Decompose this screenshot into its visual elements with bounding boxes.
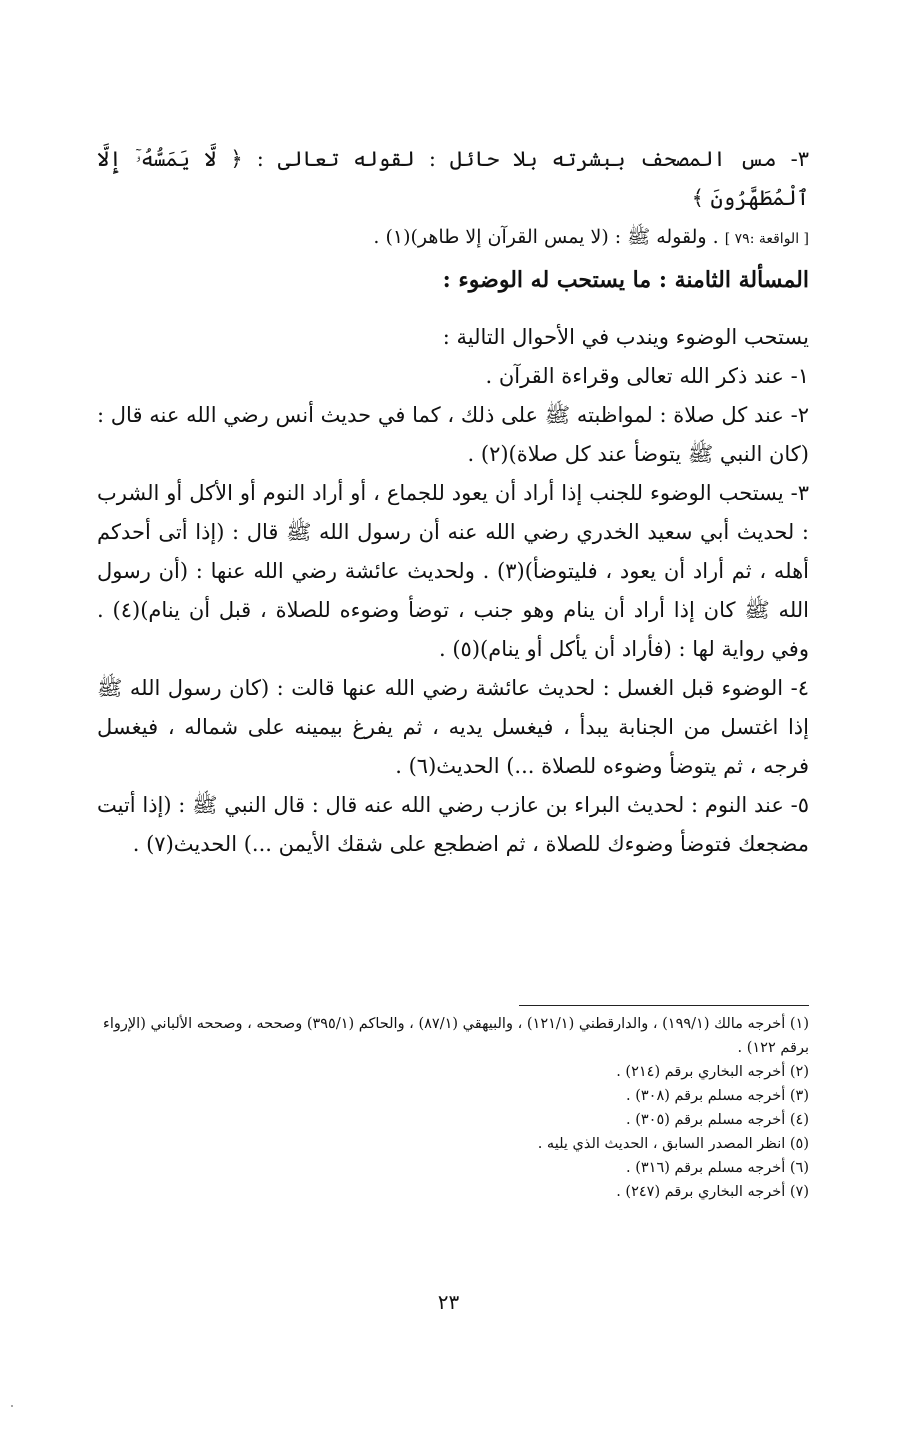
footnote-4: (٤) أخرجه مسلم برقم (٣٠٥) .: [626, 1112, 809, 1128]
list-item-4: ٤- الوضوء قبل الغسل : لحديث عائشة رضي الله عنها قالت : (كان رسول الله ﷺ إذا اغتسل من الجنابة يبدأ ، فيغسل يديه ، ثم يفرغ بيمينه على شماله ، فيغسل فرجه ، ثم يتوضأ وضوءه للصلاة ...) الحديث(٦) .: [97, 676, 809, 778]
main-content: [97, 318, 809, 864]
paragraph-touching-mushaf: [97, 140, 809, 259]
footnote-6: (٦) أخرجه مسلم برقم (٣١٦) .: [626, 1160, 809, 1176]
section-heading-block: [97, 260, 809, 300]
scan-speck: [11, 1405, 13, 1407]
list-item-5: ٥- عند النوم : لحديث البراء بن عازب رضي الله عنه قال : قال النبي ﷺ : (إذا أتيت مضجعك فتوضأ وضوءك للصلاة ، ثم اضطجع على شقك الأيمن ...) الحديث(٧) .: [97, 793, 809, 856]
footnote-divider: [519, 1005, 809, 1006]
footnote-2: (٢) أخرجه البخاري برقم (٢١٤) .: [616, 1064, 809, 1080]
page-number: ٢٣: [437, 1290, 460, 1314]
list-item-1: ١- عند ذكر الله تعالى وقراءة القرآن .: [485, 364, 809, 388]
footnote-1: (١) أخرجه مالك (١٩٩/١) ، والدارقطني (١٢١/١) ، والبيهقي (٨٧/١) ، والحاكم (٣٩٥/١) وصححه ، وصححه الألباني (الإرواء برقم ١٢٢) .: [103, 1016, 809, 1056]
list-item-2: ٢- عند كل صلاة : لمواظبته ﷺ على ذلك ، كما في حديث أنس رضي الله عنه قال : (كان النبي ﷺ يتوضأ عند كل صلاة)(٢) .: [97, 403, 809, 466]
footnote-3: (٣) أخرجه مسلم برقم (٣٠٨) .: [626, 1088, 809, 1104]
list-item-3: ٣- يستحب الوضوء للجنب إذا أراد أن يعود للجماع ، أو أراد النوم أو الأكل أو الشرب : لحديث أبي سعيد الخدري رضي الله عنه أن رسول الله ﷺ قال : (إذا أتى أحدكم أهله ، ثم أراد أن يعود ، فليتوضأ)(٣) . ولحديث عائشة رضي الله عنها : (أن رسول الله ﷺ كان إذا أراد أن ينام وهو جنب ، توضأ وضوءه للصلاة ، قبل أن ينام)(٤) . وفي رواية لها : (فأراد أن يأكل أو ينام)(٥) .: [97, 481, 810, 661]
paragraph-text: . ولقوله ﷺ : (لا يمس القرآن إلا طاهر)(١) .: [373, 226, 719, 248]
intro-paragraph: يستحب الوضوء ويندب في الأحوال التالية :: [442, 325, 809, 349]
footnote-5: (٥) انظر المصدر السابق ، الحديث الذي يليه .: [537, 1136, 809, 1152]
footnote-7: (٧) أخرجه البخاري برقم (٢٤٧) .: [616, 1184, 809, 1200]
paragraph-line: ٣- مس المصحف ببشرته بلا حائل : لقوله تعالى : ﴿ لَّا يَمَسُّهُۥٓ إِلَّا ٱلْمُطَهَّرُونَ ﴾: [97, 147, 809, 210]
section-heading: المسألة الثامنة : ما يستحب له الوضوء :: [442, 267, 809, 293]
footnotes: [97, 1012, 809, 1204]
paragraph-line: [97, 218, 809, 259]
quran-reference: [ الواقعة :٧٩ ]: [724, 231, 809, 247]
